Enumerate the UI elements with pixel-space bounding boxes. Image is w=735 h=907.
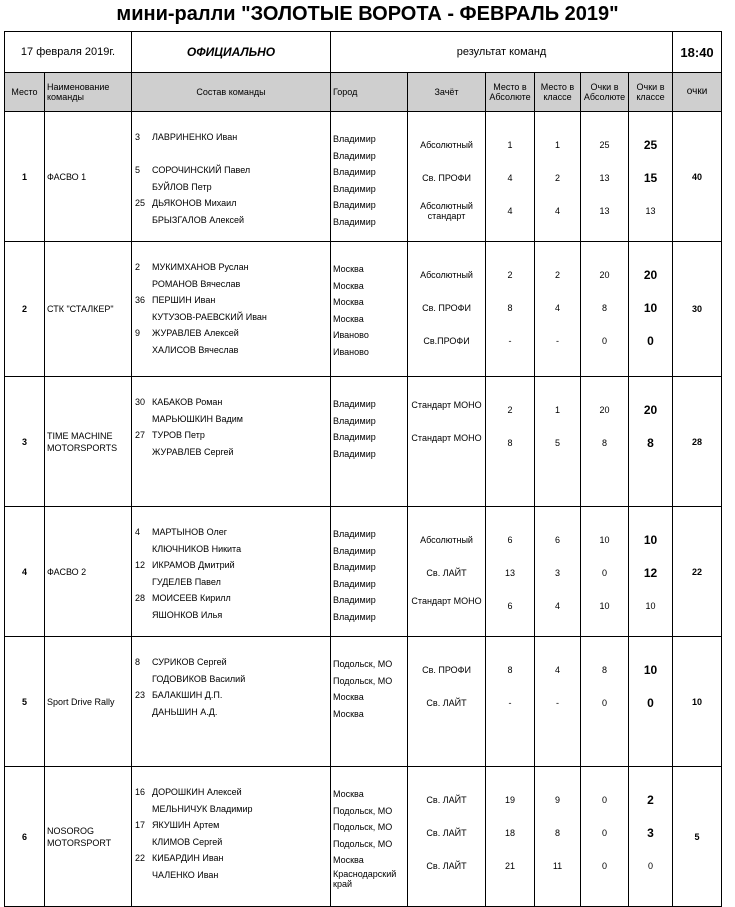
result-class-place: 5 [555, 438, 561, 448]
team-total-points: 22 [673, 507, 722, 637]
team-roster [132, 242, 331, 377]
result-abs-place: 4 [507, 173, 513, 183]
member-name: СУРИКОВ Сергей [152, 657, 227, 667]
col-roster: Состав команды [132, 73, 331, 112]
result-abs-place: 6 [507, 535, 513, 545]
member-city: Владимир [333, 595, 376, 605]
result-class-points: 20 [643, 268, 658, 282]
team-cities [331, 767, 408, 907]
team-name: Sport Drive Rally [45, 637, 132, 767]
team-total-points: 30 [673, 242, 722, 377]
result-class-place: 6 [555, 535, 561, 545]
team-total-points: 28 [673, 377, 722, 507]
member-name: КУТУЗОВ-РАЕВСКИЙ Иван [152, 312, 267, 322]
result-class-points-cell [629, 507, 673, 637]
col-abs-place: Место в Абсолюте [486, 73, 535, 112]
team-place: 3 [5, 377, 45, 507]
team-name: TIME MACHINE MOTORSPORTS [45, 377, 132, 507]
member-name: ЖУРАВЛЕВ Алексей [152, 328, 239, 338]
result-abs-points: 0 [602, 795, 608, 805]
member-city: Владимир [333, 546, 376, 556]
team-name: NOSOROG MOTORSPORT [45, 767, 132, 907]
result-class-points: 12 [643, 566, 658, 580]
results-table [4, 31, 722, 907]
result-abs-place: 18 [505, 828, 516, 838]
member-city: Подольск, МО [333, 806, 393, 816]
member-name: ЛАВРИНЕНКО Иван [152, 132, 238, 142]
header-row [5, 32, 722, 73]
result-class-place: 11 [552, 861, 563, 871]
result-abs-place: 2 [507, 270, 513, 280]
team-row [5, 507, 722, 637]
result-classification: Св.ПРОФИ [423, 336, 470, 346]
result-class-points-cell [629, 242, 673, 377]
caption-cell: результат команд [331, 32, 673, 73]
result-abs-place-cell [486, 112, 535, 242]
result-abs-place-cell [486, 767, 535, 907]
member-name: ЯКУШИН Артем [152, 820, 220, 830]
result-classification: Св. ПРОФИ [422, 303, 471, 313]
result-abs-points: 0 [602, 698, 608, 708]
result-classification-cell [408, 242, 486, 377]
member-city: Москва [333, 692, 364, 702]
result-classification-cell [408, 112, 486, 242]
result-class-place-cell [535, 112, 581, 242]
result-classification-cell [408, 377, 486, 507]
team-total-points: 40 [673, 112, 722, 242]
result-classification: Св. ПРОФИ [422, 173, 471, 183]
team-roster [132, 112, 331, 242]
member-city: Владимир [333, 416, 376, 426]
result-abs-points: 10 [599, 601, 610, 611]
result-classification: Св. ЛАЙТ [426, 861, 467, 871]
result-abs-points: 20 [599, 405, 610, 415]
member-name: ПЕРШИН Иван [152, 295, 216, 305]
member-number: 4 [135, 527, 141, 537]
team-place: 4 [5, 507, 45, 637]
col-place: Место [5, 73, 45, 112]
result-abs-points: 0 [602, 828, 608, 838]
result-abs-place: 21 [505, 861, 516, 871]
member-name: ЖУРАВЛЕВ Сергей [152, 447, 234, 457]
member-name: ГОДОВИКОВ Василий [152, 674, 246, 684]
result-abs-points-cell [581, 112, 629, 242]
member-number: 9 [135, 328, 141, 338]
result-class-place: 4 [555, 601, 561, 611]
col-city: Город [331, 73, 408, 112]
result-class-points: 0 [648, 861, 654, 871]
result-classification: Стандарт МОНО [411, 596, 482, 606]
result-abs-place: - [508, 336, 512, 346]
result-class-points-cell [629, 377, 673, 507]
member-name: ДЬЯКОНОВ Михаил [152, 198, 237, 208]
member-name: КЛИМОВ Сергей [152, 837, 223, 847]
result-class-place: 4 [555, 303, 561, 313]
result-abs-points: 13 [599, 206, 610, 216]
member-name: МАРТЫНОВ Олег [152, 527, 228, 537]
result-class-place: 2 [555, 270, 561, 280]
result-class-place: 2 [555, 173, 561, 183]
result-abs-points-cell [581, 242, 629, 377]
result-abs-place-cell [486, 377, 535, 507]
member-number: 25 [135, 198, 146, 208]
member-city: Иваново [333, 330, 369, 340]
result-abs-place: 19 [505, 795, 516, 805]
member-number: 8 [135, 657, 141, 667]
result-class-place-cell [535, 377, 581, 507]
member-number: 23 [135, 690, 146, 700]
result-class-place: - [556, 698, 560, 708]
result-abs-points: 20 [599, 270, 610, 280]
team-name: ФАСВО 2 [45, 507, 132, 637]
member-city: Москва [333, 281, 364, 291]
result-classification: Абсолютный [420, 535, 473, 545]
member-name: БУЙЛОВ Петр [152, 182, 212, 192]
result-class-place-cell [535, 507, 581, 637]
result-abs-points-cell [581, 637, 629, 767]
result-abs-place: - [508, 698, 512, 708]
team-name: ФАСВО 1 [45, 112, 132, 242]
team-roster [132, 377, 331, 507]
page-title: мини-ралли "ЗОЛОТЫЕ ВОРОТА - ФЕВРАЛЬ 2019" [116, 3, 619, 25]
member-city: Иваново [333, 347, 369, 357]
result-class-place-cell [535, 242, 581, 377]
team-cities [331, 112, 408, 242]
result-class-points: 10 [643, 301, 658, 315]
result-abs-place: 6 [507, 601, 513, 611]
team-total-points: 10 [673, 637, 722, 767]
result-abs-place: 1 [507, 140, 513, 150]
member-name: БРЫЗГАЛОВ Алексей [152, 215, 245, 225]
member-name: МАРЬЮШКИН Вадим [152, 414, 243, 424]
result-abs-place-cell [486, 507, 535, 637]
member-name: ТУРОВ Петр [152, 430, 205, 440]
member-name: БАЛАКШИН Д.П. [152, 690, 223, 700]
result-abs-points: 8 [602, 438, 608, 448]
member-number: 28 [135, 593, 146, 603]
member-city: Подольск, МО [333, 676, 393, 686]
member-city: Москва [333, 264, 364, 274]
member-city: Владимир [333, 184, 376, 194]
result-abs-points: 0 [602, 861, 608, 871]
result-classification-cell [408, 507, 486, 637]
team-roster [132, 637, 331, 767]
member-number: 2 [135, 262, 141, 272]
result-class-points-cell [629, 112, 673, 242]
result-classification: Св. ЛАЙТ [426, 698, 467, 708]
member-number: 16 [135, 787, 146, 797]
result-abs-place: 8 [507, 303, 513, 313]
member-city: Владимир [333, 432, 376, 442]
team-row [5, 112, 722, 242]
result-class-place: 3 [555, 568, 561, 578]
member-name: ДОРОШКИН Алексей [152, 787, 242, 797]
result-class-place: 4 [555, 665, 561, 675]
result-class-points: 10 [645, 601, 656, 611]
col-class-place: Место в классе [535, 73, 581, 112]
member-city: Подольск, МО [333, 659, 393, 669]
result-classification-cell [408, 767, 486, 907]
member-city: Москва [333, 789, 364, 799]
member-name: ЯШОНКОВ Илья [152, 610, 223, 620]
result-class-points-cell [629, 637, 673, 767]
result-class-points: 2 [647, 793, 654, 807]
member-city: Москва [333, 709, 364, 719]
member-name: ЧАЛЕНКО Иван [152, 870, 219, 880]
result-class-points: 0 [647, 696, 654, 710]
result-classification: Абсолютный стандарт [420, 201, 473, 221]
team-place: 2 [5, 242, 45, 377]
date-cell: 17 февраля 2019г. [5, 32, 132, 73]
member-name: ГУДЕЛЕВ Павел [152, 577, 221, 587]
col-classification: Зачёт [408, 73, 486, 112]
result-class-points: 0 [647, 334, 654, 348]
result-class-points: 8 [647, 436, 654, 450]
member-city: Владимир [333, 612, 376, 622]
result-classification: Стандарт МОНО [411, 433, 482, 443]
result-class-place: 8 [555, 828, 561, 838]
result-abs-points: 10 [599, 535, 610, 545]
result-abs-points-cell [581, 767, 629, 907]
member-number: 12 [135, 560, 146, 570]
member-city: Владимир [333, 562, 376, 572]
result-abs-place-cell [486, 637, 535, 767]
result-abs-points: 13 [599, 173, 610, 183]
result-abs-points-cell [581, 507, 629, 637]
member-number: 30 [135, 397, 146, 407]
result-class-points: 15 [643, 171, 658, 185]
result-classification: Стандарт МОНО [411, 400, 482, 410]
result-classification: Св. ЛАЙТ [426, 828, 467, 838]
result-class-place: 9 [555, 795, 561, 805]
team-cities [331, 377, 408, 507]
result-abs-points: 0 [602, 568, 608, 578]
member-city: Москва [333, 314, 364, 324]
team-cities [331, 242, 408, 377]
member-city: Подольск, МО [333, 822, 393, 832]
member-name: ХАЛИСОВ Вячеслав [152, 345, 239, 355]
member-city: Владимир [333, 167, 376, 177]
result-abs-place: 13 [505, 568, 516, 578]
time-cell: 18:40 [673, 32, 722, 73]
member-name: ИКРАМОВ Дмитрий [152, 560, 235, 570]
column-header-row [5, 73, 722, 112]
member-name: РОМАНОВ Вячеслав [152, 279, 241, 289]
member-city: Владимир [333, 579, 376, 589]
result-abs-points-cell [581, 377, 629, 507]
result-abs-place-cell [486, 242, 535, 377]
team-place: 6 [5, 767, 45, 907]
member-name: КЛЮЧНИКОВ Никита [152, 544, 242, 554]
member-name: КАБАКОВ Роман [152, 397, 223, 407]
col-class-points: Очки в классе [629, 73, 673, 112]
member-city: Москва [333, 297, 364, 307]
result-class-place: - [556, 336, 560, 346]
member-number: 22 [135, 853, 146, 863]
member-number: 5 [135, 165, 141, 175]
col-team-name: Наименование команды [45, 73, 132, 112]
member-city: Владимир [333, 200, 376, 210]
member-name: МЕЛЬНИЧУК Владимир [152, 804, 253, 814]
result-classification: Св. ЛАЙТ [426, 795, 467, 805]
result-class-place: 4 [555, 206, 561, 216]
col-points: очки [673, 73, 722, 112]
member-city: Владимир [333, 449, 376, 459]
member-name: МОИСЕЕВ Кирилл [152, 593, 231, 603]
result-class-points-cell [629, 767, 673, 907]
result-class-points: 10 [643, 663, 658, 677]
team-place: 5 [5, 637, 45, 767]
result-class-points: 20 [643, 403, 658, 417]
result-class-points: 3 [647, 826, 654, 840]
member-name: КИБАРДИН Иван [152, 853, 224, 863]
team-row [5, 242, 722, 377]
result-classification-cell [408, 637, 486, 767]
member-city: Краснодарский край [333, 869, 397, 889]
member-city: Владимир [333, 399, 376, 409]
member-number: 17 [135, 820, 146, 830]
result-class-place: 1 [555, 405, 561, 415]
member-city: Владимир [333, 134, 376, 144]
result-abs-place: 8 [507, 665, 513, 675]
result-classification: Св. ЛАЙТ [426, 568, 467, 578]
member-name: СОРОЧИНСКИЙ Павел [152, 165, 251, 175]
team-roster [132, 767, 331, 907]
team-total-points: 5 [673, 767, 722, 907]
member-city: Подольск, МО [333, 839, 393, 849]
result-classification: Абсолютный [420, 270, 473, 280]
result-abs-points: 0 [602, 336, 608, 346]
result-class-place: 1 [555, 140, 561, 150]
result-abs-points: 8 [602, 303, 608, 313]
team-roster [132, 507, 331, 637]
result-abs-place: 4 [507, 206, 513, 216]
team-cities [331, 637, 408, 767]
result-abs-place: 8 [507, 438, 513, 448]
result-abs-points: 25 [599, 140, 610, 150]
member-city: Владимир [333, 529, 376, 539]
result-classification: Св. ПРОФИ [422, 665, 471, 675]
member-name: ДАНЬШИН А.Д. [152, 707, 218, 717]
team-place: 1 [5, 112, 45, 242]
result-class-points: 13 [645, 206, 656, 216]
member-number: 36 [135, 295, 146, 305]
member-number: 3 [135, 132, 141, 142]
col-abs-points: Очки в Абсолюте [581, 73, 629, 112]
result-class-place-cell [535, 637, 581, 767]
result-classification: Абсолютный [420, 140, 473, 150]
result-class-points: 10 [643, 533, 658, 547]
member-city: Москва [333, 855, 364, 865]
result-abs-points: 8 [602, 665, 608, 675]
team-row [5, 637, 722, 767]
team-row [5, 377, 722, 507]
team-cities [331, 507, 408, 637]
result-class-points: 25 [643, 138, 658, 152]
result-class-place-cell [535, 767, 581, 907]
member-city: Владимир [333, 217, 376, 227]
member-name: МУКИМХАНОВ Руслан [152, 262, 249, 272]
team-row [5, 767, 722, 907]
team-name: СТК "СТАЛКЕР" [45, 242, 132, 377]
member-city: Владимир [333, 151, 376, 161]
status-cell: ОФИЦИАЛЬНО [132, 32, 331, 73]
member-number: 27 [135, 430, 146, 440]
result-abs-place: 2 [507, 405, 513, 415]
